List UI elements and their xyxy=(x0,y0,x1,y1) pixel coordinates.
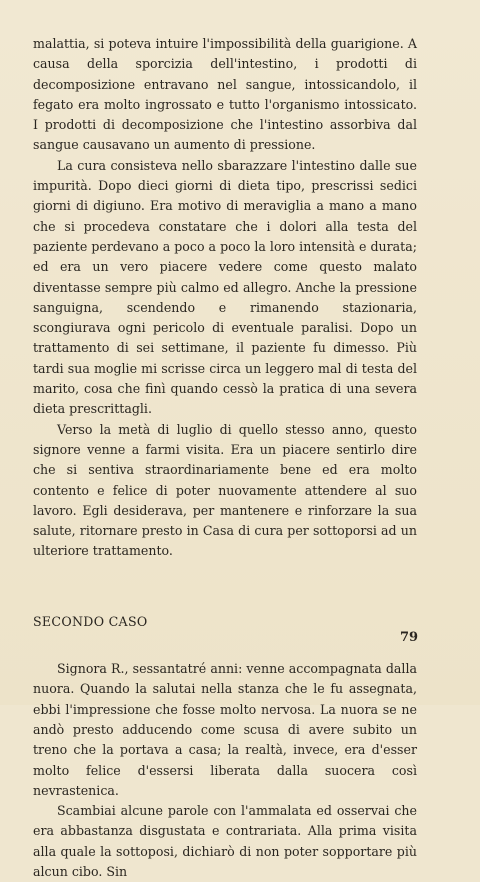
paragraph-case1-3: Verso la metà di luglio di quello stesso anno, questo signore venne a farmi visita. Era un piacere sentirlo dire che si sentiva straordinariamente bene ed era molto contento e felice di poter nuovamente attendere al suo lavoro. Egli desiderava, per mantenere e rinforzare la sua salute, ritornare presto in Casa di cura per sottoporsi ad un ulteriore trattamento. xyxy=(33,421,417,559)
paragraph-case1-2: La cura consisteva nello sbarazzare l'intestino dalle sue impurità. Dopo dieci giorni di dieta tipo, prescrissi sedici giorni di digiuno. Era motivo di meraviglia a mano a mano che si procedeva constatare che i dolori alla testa del paziente perdevano a poco a poco la loro intensità e durata; ed era un vero piacere vedere come questo malato diventasse sempre più calmo ed allegro. Anche la pressione sanguigna, scendendo e rimanendo stazionaria, scongiurava ogni pericolo di eventuale paralisi. Dopo un trattamento di sei settimane, il paziente fu dimesso. Più tardi sua moglie mi scrisse circa un leggero mal di testa del marito, cosa che finì quando cessò la pratica di una severa dieta prescrittagli. xyxy=(33,157,417,417)
paragraph-case2-1: Signora R., sessantatré anni: venne accompagnata dalla nuora. Quando la salutai nella stanza che le fu assegnata, ebbi l'impressione che fosse molto nervosa. La nuora se ne andò presto adducendo come scusa di avere subito un treno che la portava a casa; la realtà, invece, era d'esser molto felice d'essersi liberata dalla suocera così nevrastenica. xyxy=(33,661,417,798)
paragraph-case1-1: malattia, si poteva intuire l'impossibilità della guarigione. A causa della sporcizia dell'intestino, i prodotti di decomposizione entravano nel sangue, intossicandolo, il fegato era molto ingrossato e tutto l'organismo intossicato. I prodotti di decomposizione che l'intestino assorbiva dal sangue causavano un aumento di pressione. xyxy=(33,36,417,153)
page-text xyxy=(33,34,417,882)
page-number: 79 xyxy=(400,630,419,645)
section-heading: SECONDO CASO xyxy=(33,613,148,629)
paragraph-case2-2: Scambiai alcune parole con l'ammalata ed osservai che era abbastanza disgustata e contrariata. Alla prima visita alla quale la sottoposi, dichiarò di non poter sopportare più alcun cibo. Sin xyxy=(33,803,417,879)
